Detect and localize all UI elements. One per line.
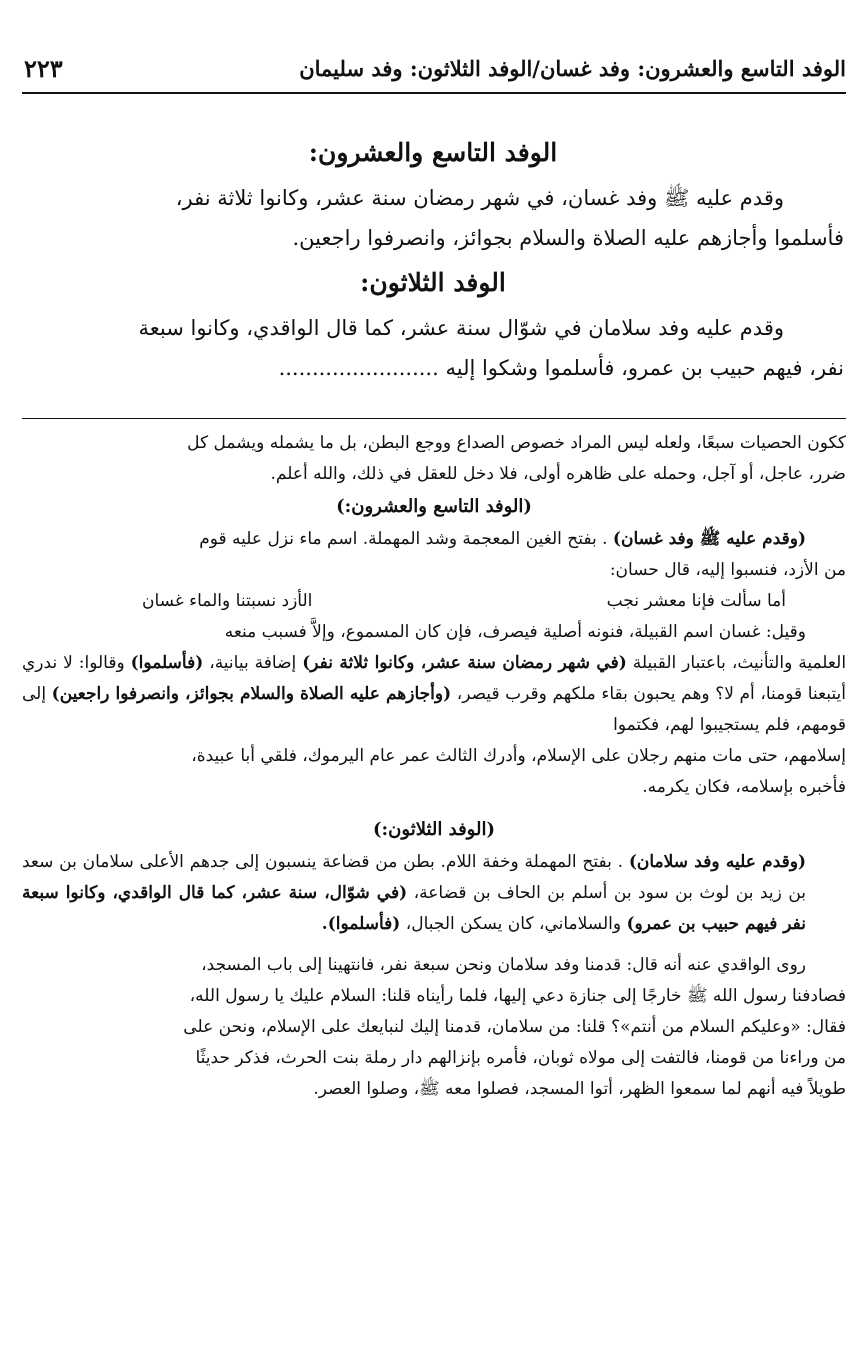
note-2-text: . بفتح الغين المعجمة وشد المهملة. اسم ماء نزل عليه قوم bbox=[199, 529, 608, 549]
note-3-text-2: إضافة بيانية، bbox=[209, 653, 297, 673]
note-2-quote: (وقدم عليه ﷺ وفد غسان) bbox=[612, 529, 806, 549]
spacer bbox=[22, 940, 846, 950]
verse-first-hemistich: أما سألت فإنا معشر نجب bbox=[606, 591, 786, 611]
note-3-quote-3: (وأجازهم عليه الصلاة والسلام بجوائز، وانصرفوا راجعين) bbox=[51, 684, 452, 704]
poetry-verse bbox=[22, 586, 846, 617]
running-head bbox=[24, 48, 846, 88]
main-30-line-2-wrap bbox=[22, 348, 844, 388]
note-1-line-1: ككون الحصيات سبعًا، ولعله ليس المراد خصوص الصداع ووجع البطن، بل ما يشمله ويشمل كل bbox=[187, 433, 846, 453]
commentary bbox=[22, 428, 846, 1105]
note-5-line-2: فصادفنا رسول الله ﷺ خارجًا إلى جنازة دعي إليها، فلما رأيناه قلنا: السلام عليك يا رسول الله، bbox=[189, 986, 846, 1006]
note-3-body bbox=[22, 648, 846, 741]
note-3-quote-2: (فأسلموا) bbox=[130, 653, 204, 673]
note-4-body bbox=[22, 847, 846, 940]
note-5-line-1: روى الواقدي عنه أنه قال: قدمنا وفد سلامان ونحن سبعة نفر، فانتهينا إلى باب المسجد، bbox=[201, 955, 806, 975]
note-3-line-5: إسلامهم، حتى مات منهم رجلان على الإسلام، وأدرك الثالث عمر عام اليرموك، فلقي أبا عبيدة، bbox=[191, 746, 846, 766]
note-4-text-4: الجبال، bbox=[405, 914, 455, 934]
main-29-line-2: فأسلموا وأجازهم عليه الصلاة والسلام بجوائز، وانصرفوا راجعين. bbox=[292, 226, 844, 250]
note-3-text-3: وقالوا: لا ندري أيتبعنا قومنا، أم لا؟ وهم يحبون بقاء ملكهم وقرب قيصر، bbox=[22, 653, 846, 704]
main-29-line-1: وقدم عليه ﷺ وفد غسان، في شهر رمضان سنة عشر، وكانوا ثلاثة نفر، bbox=[175, 186, 784, 210]
note-3-text-4: إلى قومهم، فلم يستجيبوا لهم، فكتموا bbox=[22, 684, 846, 735]
note-heading-30: (الوفد الثلاثون:) bbox=[373, 819, 495, 840]
heading-delegation-30: الوفد الثلاثون: bbox=[360, 268, 506, 297]
running-title: الوفد التاسع والعشرون: وفد غسان/الوفد الثلاثون: وفد سليمان bbox=[299, 55, 846, 81]
main-30-line-1: وقدم عليه وفد سلامان في شوّال سنة عشر، كما قال الواقدي، وكانوا سبعة bbox=[138, 316, 784, 340]
footnote-separator bbox=[22, 418, 846, 419]
main-text bbox=[22, 128, 844, 388]
note-4-quote-2: (في شوّال، سنة عشر، كما قال الواقدي، وكانوا سبعة نفر فيهم حبيب بن عمرو) bbox=[22, 883, 806, 934]
heading-delegation-29: الوفد التاسع والعشرون: bbox=[308, 138, 558, 167]
note-4-quote-1: (وقدم عليه وفد سلامان) bbox=[628, 852, 806, 872]
spacer bbox=[22, 803, 846, 813]
note-4-quote-3: (فأسلموا). bbox=[321, 914, 401, 934]
note-4-text-3: والسلاماني، كان يسكن bbox=[460, 914, 622, 934]
main-30-line-2: نفر، فيهم حبيب بن عمرو، فأسلموا وشكوا إليه bbox=[445, 356, 844, 380]
note-heading-29: (الوفد التاسع والعشرون:) bbox=[336, 496, 532, 517]
main-paragraph-30 bbox=[22, 308, 844, 348]
note-3-quote-1: (في شهر رمضان سنة عشر، وكانوا ثلاثة نفر) bbox=[302, 653, 627, 673]
header-rule bbox=[22, 92, 846, 94]
note-5-line-5: طويلاً فيه أنهم لما سمعوا الظهر، أتوا المسجد، فصلوا معه ﷺ، وصلوا العصر. bbox=[313, 1079, 846, 1099]
continuation-dots: ........................ bbox=[278, 356, 439, 380]
note-4-text-2: الأعلى سلامان بن سعد بن زيد بن لوث بن سود بن أسلم بن الحاف بن قضاعة، bbox=[22, 852, 807, 903]
note-2 bbox=[22, 524, 846, 555]
verse-second-hemistich: الأزد نسبتنا والماء غسان bbox=[142, 591, 313, 611]
note-3-line-1: وقيل: غسان اسم القبيلة، فنونه أصلية فيصرف، فإن كان المسموع، وإلاَّ فسبب منعه bbox=[224, 622, 806, 642]
note-2-line-2: من الأزد، فنسبوا إليه، قال حسان: bbox=[609, 560, 846, 580]
note-1-line-2: ضرر، عاجل، أو آجل، وحمله على ظاهره أولى، فلا دخل للعقل في ذلك، والله أعلم. bbox=[270, 464, 846, 484]
note-5-line-3: فقال: «وعليكم السلام من أنتم»؟ قلنا: من سلامان، قدمنا إليك لنبايعك على الإسلام، ونحن على bbox=[183, 1017, 846, 1037]
page-number: ٢٢٣ bbox=[24, 53, 63, 83]
note-3-line-6: فأخبره بإسلامه، فكان يكرمه. bbox=[642, 777, 846, 797]
note-4-text-1: . بفتح المهملة وخفة اللام. بطن من قضاعة ينسبون إلى جدهم bbox=[189, 852, 624, 872]
main-paragraph-29 bbox=[22, 178, 844, 218]
note-5-line-4: من وراءنا من قومنا، فالتفت إلى مولاه ثوبان، فأمره بإنزالهم دار رملة بنت الحرث، فذكر حديثًا bbox=[195, 1048, 846, 1068]
note-3-text-1: العلمية والتأنيث، باعتبار القبيلة bbox=[632, 653, 847, 673]
